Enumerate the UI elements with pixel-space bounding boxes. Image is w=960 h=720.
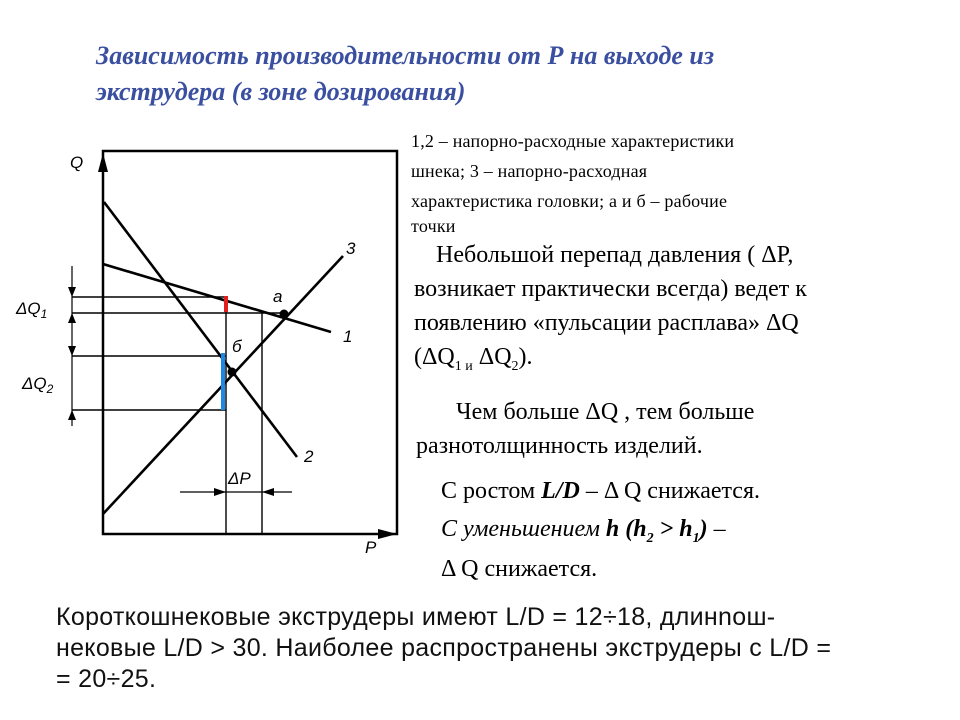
note-line-3: = 20÷25. [56, 665, 157, 693]
note-line-1: Короткошнековые экструдеры имеют L/D = 12÷18, длинnош- [56, 603, 776, 631]
dq2-arrow-top [68, 346, 76, 356]
legend-line-1: 1,2 – напорно-расходные характеристики [411, 131, 735, 151]
q-axis-arrow [98, 153, 108, 172]
dq2-label: $\Delta Q_2$ [22, 374, 54, 396]
pulsation-line-2: возникает практически всегда) ведет к [414, 276, 807, 302]
legend-line-4: точки [411, 216, 456, 236]
pulsation-line-3: появлению «пульсации расплава» ΔQ [414, 310, 799, 336]
point-a-dot [280, 310, 289, 319]
pulsation-line-1: Небольшой перепад давления ( ΔP, [436, 242, 794, 268]
p-axis-arrow [378, 529, 397, 539]
legend-line-2: шнека; 3 – напорно-расходная [411, 161, 648, 181]
point-a-label: а [273, 287, 283, 306]
dp-arrow-right [262, 488, 274, 496]
title-line-1: Зависимость производительности от Р на выходе из [96, 41, 715, 70]
dp-label: ΔP [228, 469, 251, 488]
curve-1-label: 1 [343, 327, 353, 346]
point-b-label: б [232, 337, 242, 356]
point-b-dot [228, 368, 237, 377]
curve-2-line [104, 202, 297, 457]
h-statement: С уменьшением h $(h_2 > h_1)$ – [441, 516, 726, 546]
ld-statement: С ростом L/D – Δ Q снижается. [441, 478, 760, 504]
dq2-arrow-bottom [68, 410, 76, 420]
dp-arrow-left [214, 488, 226, 496]
dq1-arrow-top [68, 287, 76, 297]
h-statement-cont: Δ Q снижается. [441, 556, 598, 582]
pulsation-paragraph [414, 238, 954, 384]
thickness-line-1: Чем больше ΔQ , тем больше [456, 399, 755, 425]
thickness-paragraph [416, 395, 956, 463]
curve-2-label: 2 [304, 447, 314, 466]
legend [411, 126, 881, 236]
dq1-label: $\Delta Q_1$ [16, 299, 48, 321]
axis-q-label: Q [70, 153, 84, 172]
note-line-2: нековые L/D > 30. Наиболее распространены экструдеры с L/D = [56, 634, 832, 662]
curve-3-label: 3 [346, 239, 356, 258]
title-line-2: экструдера (в зоне дозирования) [96, 77, 466, 106]
scanned-note [56, 602, 916, 695]
thickness-line-2: разнотолщинность изделий. [416, 433, 703, 459]
axis-p-label: P [365, 538, 377, 557]
pulsation-line-4: ($\Delta Q_{1 и}$ $\Delta Q_2$). [414, 344, 533, 374]
dq1-arrow-bottom [68, 313, 76, 323]
legend-line-3: характеристика головки; а и б – рабочие [411, 191, 728, 211]
curve-1-line [103, 264, 331, 332]
